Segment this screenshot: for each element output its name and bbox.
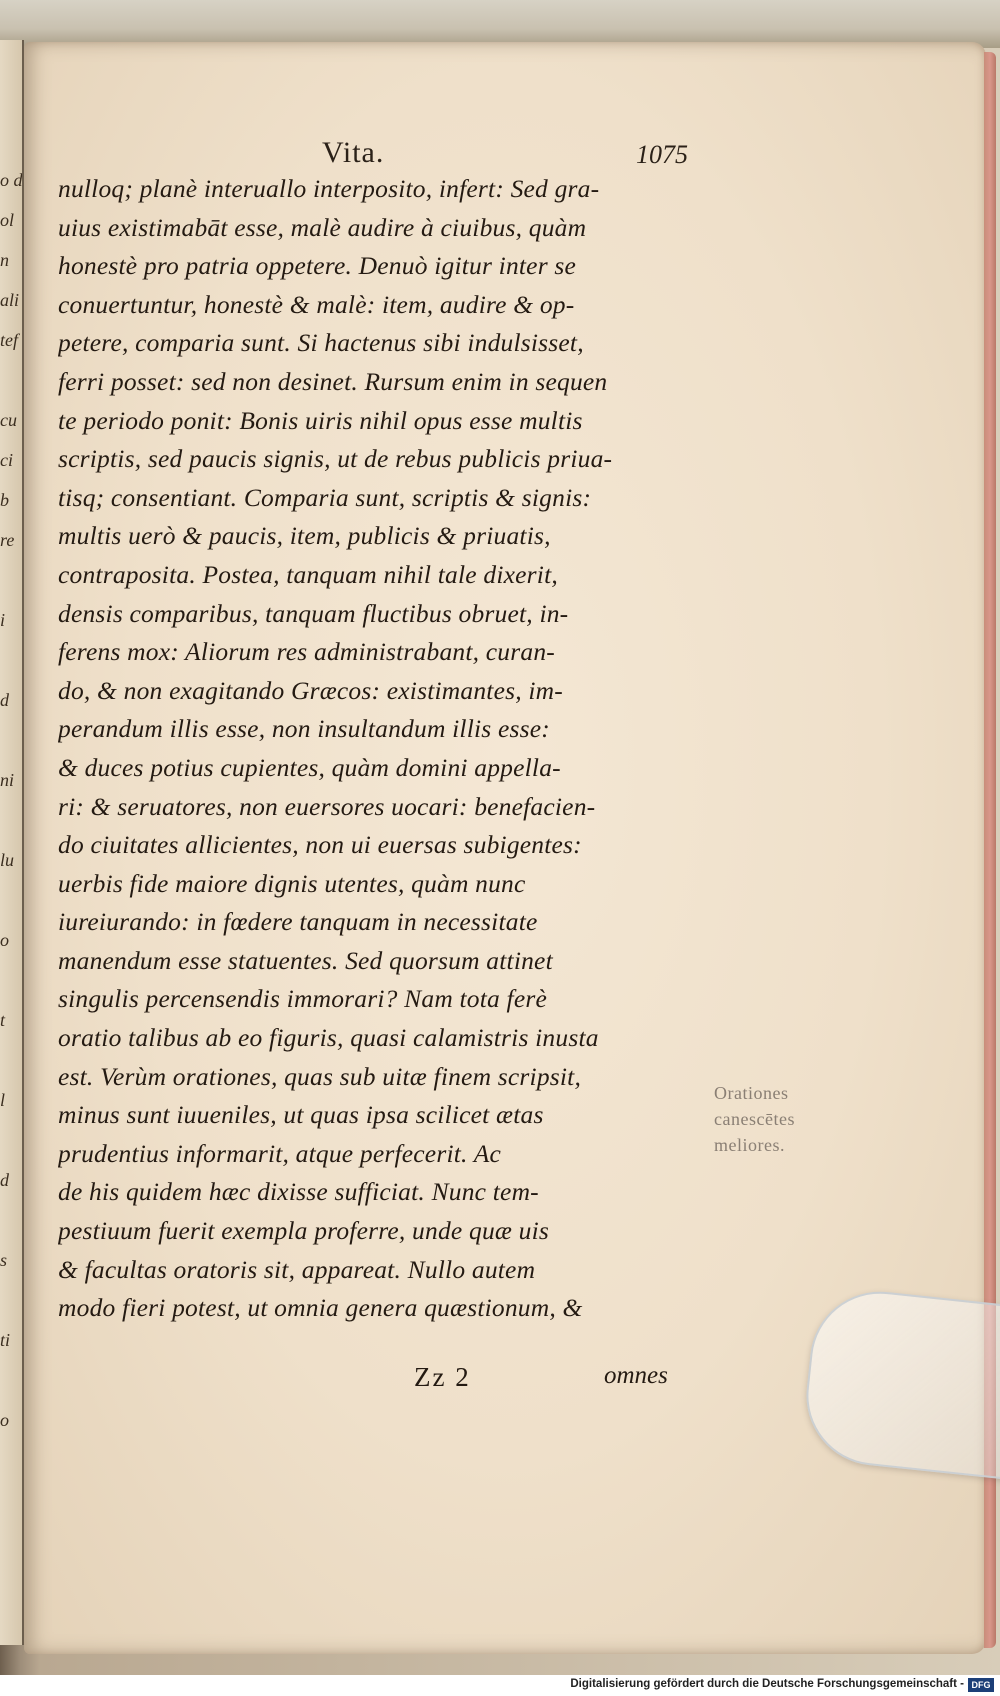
left-page-fragment: o	[0, 930, 9, 950]
left-page-fragment: t	[0, 1010, 6, 1030]
left-page-fragment: b	[0, 490, 9, 510]
text-line: ferens mox: Aliorum res administrabant, curan-	[58, 637, 555, 667]
text-line: tisq; consentiant. Comparia sunt, scriptis & signis:	[58, 482, 592, 512]
text-line: minus sunt iuueniles, ut quas ipsa scilicet ætas	[58, 1100, 544, 1130]
left-page-fragment: cu	[0, 410, 17, 430]
left-page-fragment: ali	[0, 290, 20, 310]
left-page-fragment: ol	[0, 210, 15, 230]
running-title: Vita.	[322, 136, 385, 169]
text-line: manendum esse statuentes. Sed quorsum attinet	[58, 945, 553, 975]
left-page-fragment: l	[0, 1090, 6, 1110]
left-page-fragment: ti	[0, 1330, 11, 1350]
text-line: modo fieri potest, ut omnia genera quæstionum, &	[58, 1293, 583, 1323]
catchword: omnes	[604, 1362, 668, 1389]
facing-left-page	[0, 40, 24, 1645]
text-line: densis comparibus, tanquam fluctibus obruet, in-	[58, 598, 569, 628]
left-page-fragment: lu	[0, 850, 15, 870]
text-line: te periodo ponit: Bonis uiris nihil opus esse multis	[58, 405, 583, 435]
left-page-fragment: ni	[0, 770, 15, 790]
text-line: conuertuntur, honestè & malè: item, audire & op-	[58, 289, 575, 319]
text-line: prudentius informarit, atque perfecerit. Ac	[58, 1138, 501, 1168]
text-line: uius existimabāt esse, malè audire à ciuibus, quàm	[58, 212, 587, 242]
text-line: & facultas oratoris sit, appareat. Nullo autem	[58, 1254, 536, 1284]
text-line: iureiurando: in fœdere tanquam in necessitate	[58, 907, 538, 937]
text-line: oratio talibus ab eo figuris, quasi calamistris inusta	[58, 1023, 599, 1053]
left-page-fragment: d	[0, 1170, 9, 1190]
top-board-edge	[0, 0, 1000, 48]
text-line: scriptis, sed paucis signis, ut de rebus publicis priua-	[58, 444, 613, 474]
left-page-fragment: ci	[0, 450, 13, 470]
text-line: do, & non exagitando Græcos: existimantes, im-	[58, 675, 563, 705]
dfg-logo: DFG	[968, 1678, 994, 1692]
left-page-fragment: re	[0, 530, 15, 550]
left-page-fragment: o d	[0, 170, 22, 190]
text-line: honestè pro patria oppetere. Denuò igitur inter se	[58, 251, 577, 281]
text-line: de his quidem hæc dixisse sufficiat. Nunc tem-	[58, 1177, 539, 1207]
text-line: nulloq; planè interuallo interposito, infert: Sed gra-	[58, 174, 600, 203]
marginal-note-line: canescētes	[714, 1109, 795, 1129]
digitization-credit: Digitalisierung gefördert durch die Deutsche Forschungsgemeinschaft -	[570, 1678, 964, 1690]
left-page-fragment: o	[0, 1410, 9, 1430]
left-page-fragment: n	[0, 250, 9, 270]
text-line: uerbis fide maiore dignis utentes, quàm nunc	[58, 868, 526, 898]
text-line: pestiuum fuerit exempla proferre, unde quæ uis	[58, 1216, 550, 1246]
left-page-fragment: tef	[0, 330, 18, 350]
left-page-fragment: d	[0, 690, 9, 710]
text-line: perandum illis esse, non insultandum illis esse:	[58, 714, 550, 744]
text-line: ferri posset: sed non desinet. Rursum enim in sequen	[58, 366, 608, 396]
signature-mark: Zz 2	[414, 1362, 471, 1392]
marginal-note	[714, 1080, 874, 1158]
text-line: petere, comparia sunt. Si hactenus sibi indulsisset,	[58, 328, 584, 358]
text-line: est. Verùm orationes, quas sub uitæ finem scripsit,	[58, 1061, 582, 1091]
marginal-note-line: Orationes	[714, 1083, 789, 1103]
digitization-footer	[0, 1675, 1000, 1696]
text-line: singulis percensendis immorari? Nam tota ferè	[58, 984, 547, 1014]
text-line: & duces potius cupientes, quàm domini appella-	[58, 752, 561, 782]
marginal-note-line: meliores.	[714, 1135, 785, 1155]
left-page-fragment: s	[0, 1250, 8, 1270]
body-text	[58, 170, 698, 1328]
text-line: contraposita. Postea, tanquam nihil tale dixerit,	[58, 559, 558, 589]
text-line: do ciuitates allicientes, non ui euersas subigentes:	[58, 830, 582, 860]
text-line: ri: & seruatores, non euersores uocari: benefacien-	[58, 791, 596, 821]
left-page-fragment: i	[0, 610, 6, 630]
page-number: 1075	[636, 140, 688, 169]
text-line: multis uerò & paucis, item, publicis & priuatis,	[58, 521, 551, 551]
